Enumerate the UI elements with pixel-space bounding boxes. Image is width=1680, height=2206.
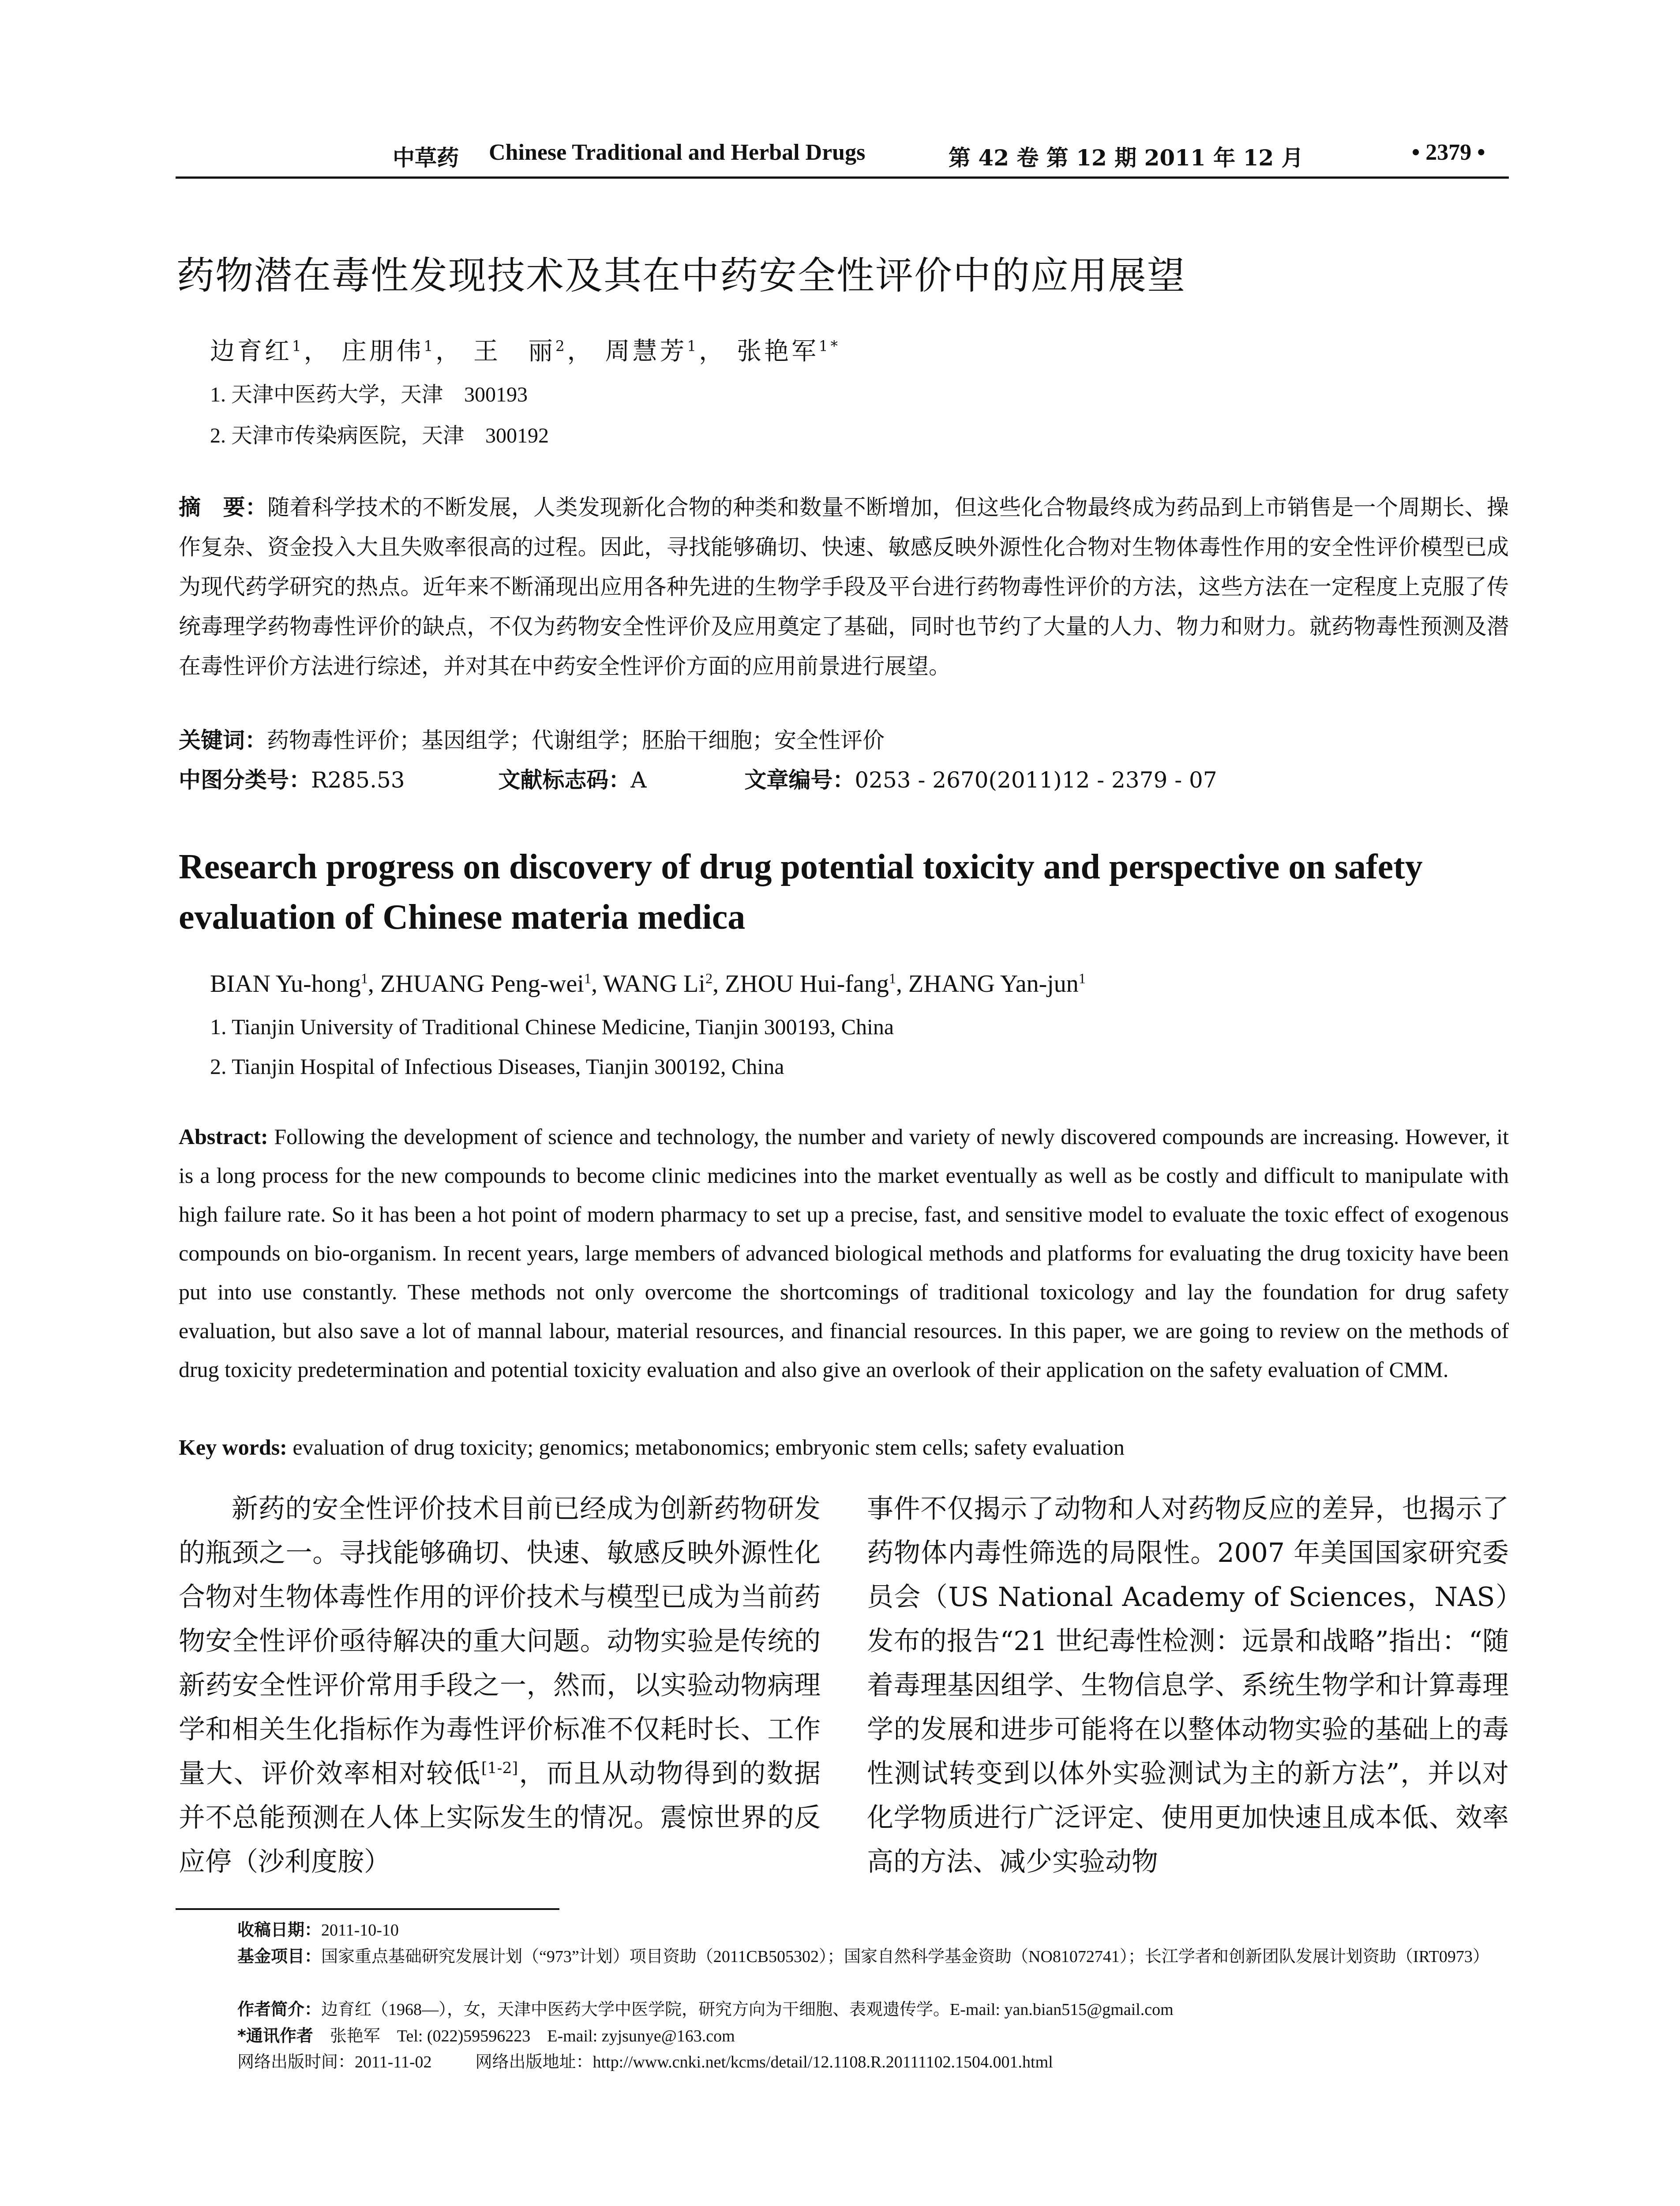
footnote-received: 收稿日期：2011-10-10 — [237, 1920, 399, 1940]
author-sup: 2 — [705, 971, 713, 987]
author-sup: 1 — [424, 338, 436, 355]
affiliation-cn-2: 2. 天津市传染病医院，天津 300192 — [210, 424, 549, 447]
journal-name-en: Chinese Traditional and Herbal Drugs — [489, 140, 866, 165]
abstract-cn — [179, 488, 1509, 686]
abstract-en-label: Abstract: — [179, 1124, 268, 1149]
abstract-en — [179, 1117, 1509, 1389]
body-left-text-2: ，而且从动物得到的数据并不总能预测在人体上实际发生的情况。震惊世界的反应停（沙利度胺） — [179, 1758, 821, 1877]
author-name: ZHUANG Peng-wei — [380, 970, 584, 998]
keywords-cn-text: 药物毒性评价；基因组学；代谢组学；胚胎干细胞；安全性评价 — [267, 728, 885, 753]
header-rule — [176, 176, 1509, 179]
issue-info: 第 42 卷 第 12 期 2011 年 12 月 — [949, 145, 1304, 171]
abstract-en-text: Following the development of science and technology, the number and variety of newly discovered compounds are increasing. However, it is a long process for the new compounds to become clinic medicines into the market eventually as well as be costly and difficult to manipulate with high failure rate. So it has been a hot point of modern pharmacy to set up a precise, fast, and sensitive model to evaluate the toxic effect of exogenous compounds on bio-organism. In recent years, large members of advanced biological methods and platforms for evaluating the drug toxicity have been put into use constantly. These methods not only overcome the shortcomings of traditional toxicology and lay the foundation for drug safety evaluation, but also save a lot of mannal labour, material resources, and financial resources. In this paper, we are going to review on the methods of drug toxicity predetermination and potential toxicity evaluation and also give an overlook of their application on the safety evaluation of CMM. — [179, 1124, 1509, 1382]
title-en — [179, 842, 1515, 942]
author-sup: 1 — [584, 971, 592, 987]
keywords-en-label: Key words: — [179, 1435, 287, 1459]
abstract-cn-label: 摘 要： — [179, 494, 268, 520]
author-name: 周慧芳 — [605, 337, 687, 366]
author-sup: 1 — [889, 971, 896, 987]
article-number-label: 文章编号： — [744, 767, 855, 793]
author-sup: 1 — [360, 971, 368, 987]
author-name: 王 丽 — [473, 337, 555, 366]
author-name: 张艳军 — [736, 337, 819, 366]
footnote-funding: 基金项目：国家重点基础研究发展计划（“973”计划）项目资助（2011CB505302）；国家自然科学基金资助（NO81072741）；长江学者和创新团队发展计划资助（IRT0973） — [237, 1947, 1489, 1966]
title-en-line-2: evaluation of Chinese materia medica — [179, 898, 746, 937]
citation-ref: [1-2] — [481, 1760, 518, 1777]
body-column-left — [179, 1487, 821, 1884]
author-name: WANG Li — [603, 970, 705, 998]
keywords-en — [179, 1428, 1509, 1467]
author-sup: 1* — [818, 338, 840, 355]
author-name: BIAN Yu-hong — [210, 970, 361, 998]
journal-name-cn: 中草药 — [393, 145, 459, 171]
clc-value: R285.53 — [311, 767, 405, 793]
author-sup: 2 — [555, 338, 567, 355]
author-name: 边育红 — [210, 337, 292, 366]
footnote-online: 网络出版时间：2011-11-02 网络出版地址：http://www.cnki.net/kcms/detail/12.1108.R.20111102.1504.001.html — [237, 2053, 1053, 2071]
author-sup: 1 — [292, 338, 304, 355]
affiliation-en-2: 2. Tianjin Hospital of Infectious Diseases, Tianjin 300192, China — [210, 1054, 784, 1079]
authors-en: BIAN Yu-hong$^1$, ZHUANG Peng-wei$^1$, WANG Li$^2$, ZHOU Hui-fang$^1$, ZHANG Yan-jun$^1$ — [210, 970, 1086, 998]
author-sup: 1 — [1078, 971, 1086, 987]
authors-cn: 边育红$^1$， 庄朋伟$^1$， 王 丽$^2$， 周慧芳$^1$， 张艳军$^{1*}$ — [210, 337, 840, 366]
affiliation-en-1: 1. Tianjin University of Traditional Chinese Medicine, Tianjin 300193, China — [210, 1014, 894, 1039]
doc-code-value: A — [630, 767, 647, 793]
abstract-cn-text: 随着科学技术的不断发展，人类发现新化合物的种类和数量不断增加，但这些化合物最终成为药品到上市销售是一个周期长、操作复杂、资金投入大且失败率很高的过程。因此，寻找能够确切、快速、敏感反映外源性化合物对生物体毒性作用的安全性评价模型已成为现代药学研究的热点。近年来不断涌现出应用各种先进的生物学手段及平台进行药物毒性评价的方法，这些方法在一定程度上克服了传统毒理学药物毒性评价的缺点，不仅为药物安全性评价及应用奠定了基础，同时也节约了大量的人力、物力和财力。就药物毒性预测及潜在毒性评价方法进行综述，并对其在中药安全性评价方面的应用前景进行展望。 — [179, 495, 1509, 679]
author-sup: 1 — [687, 338, 699, 355]
title-en-line-1: Research progress on discovery of drug potential toxicity and perspective on safety — [179, 848, 1423, 886]
keywords-cn — [179, 723, 885, 754]
affiliation-cn-1: 1. 天津中医药大学，天津 300193 — [210, 383, 528, 406]
doc-code-label: 文献标志码： — [498, 767, 631, 793]
clc-label: 中图分类号： — [179, 767, 311, 793]
footnote-rule — [176, 1908, 559, 1910]
author-name: ZHANG Yan-jun — [908, 970, 1079, 998]
body-left-text-1: 新药的安全性评价技术目前已经成为创新药物研发的瓶颈之一。寻找能够确切、快速、敏感反映外源性化合物对生物体毒性作用的评价技术与模型已成为当前药物安全性评价亟待解决的重大问题。动物实验是传统的新药安全性评价常用手段之一，然而，以实验动物病理学和相关生化指标作为毒性评价标准不仅耗时长、工作量大、评价效率相对较低 — [179, 1493, 821, 1789]
online-url: http://www.cnki.net/kcms/detail/12.1108.R.20111102.1504.001.html — [592, 2053, 1053, 2071]
page-number: • 2379 • — [1412, 140, 1485, 165]
body-column-right: 事件不仅揭示了动物和人对药物反应的差异，也揭示了药物体内毒性筛选的局限性。2007 年美国国家研究委员会（US National Academy of Sciences，NAS）发布的报告“21 世纪毒性检测：远景和战略”指出：“随着毒理基因组学、生物信息学、系统生物学和计算毒理学的发展和进步可能将在以整体动物实验的基础上的毒性测试转变到以体外实验测试为主的新方法”，并以对化学物质进行广泛评定、使用更加快速且成本低、效率高的方法、减少实验动物 — [867, 1493, 1509, 1877]
keywords-cn-label: 关键词： — [179, 728, 267, 753]
article-number-value: 0253 - 2670(2011)12 - 2379 - 07 — [855, 767, 1217, 793]
keywords-en-text: evaluation of drug toxicity; genomics; metabonomics; embryonic stem cells; safety evaluation — [292, 1435, 1125, 1459]
author-name: ZHOU Hui-fang — [725, 970, 889, 998]
footnote-corresponding: *通讯作者 张艳军 Tel: (022)59596223 E-mail: zyjsunye@163.com — [237, 2026, 735, 2045]
classification-line — [179, 762, 1509, 794]
footnote-author-bio: 作者简介：边育红（1968—），女，天津中医药大学中医学院，研究方向为干细胞、表观遗传学。E-mail: yan.bian515@gmail.com — [237, 2000, 1174, 2019]
author-name: 庄朋伟 — [341, 337, 424, 366]
title-cn: 药物潜在毒性发现技术及其在中药安全性评价中的应用展望 — [176, 254, 1186, 298]
